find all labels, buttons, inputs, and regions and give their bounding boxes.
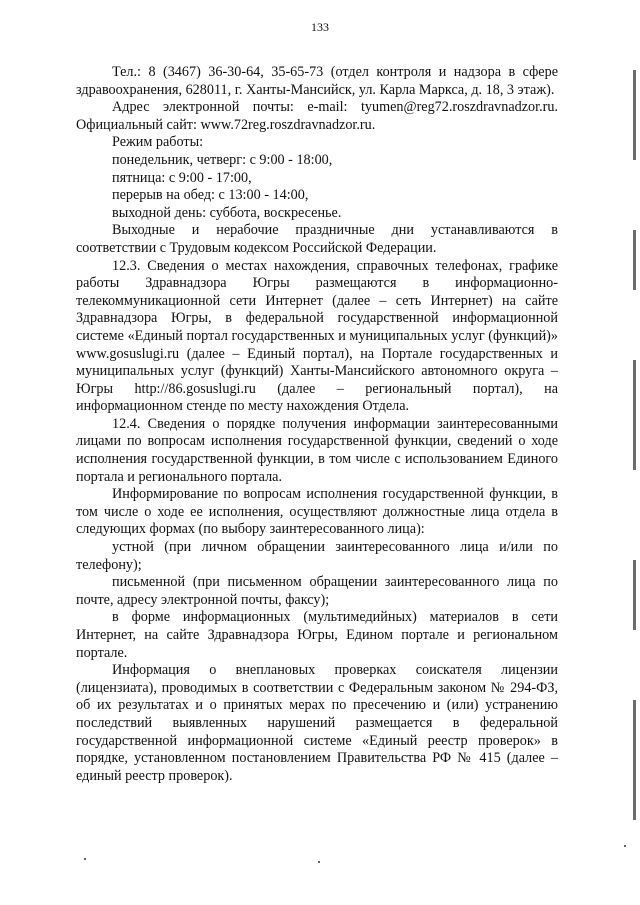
paragraph-12-4: 12.4. Сведения о порядке получения информации заинтересованными лицами по вопросам исполнения государственной функции, сведений о ходе исполнения государственной функции, в том числе с использованием Единого портала и регионального портала.	[76, 415, 558, 485]
paragraph-work-mode: Режим работы:	[112, 134, 204, 151]
paragraph-informing: Информирование по вопросам исполнения государственной функции, в том числе о ходе ее исполнения, осуществляют должностные лица отдела в следующих формах (по выбору заинтересованного лица):	[76, 486, 558, 538]
paragraph-mon-thu: понедельник, четверг: с 9:00 - 18:00,	[112, 151, 333, 168]
paragraph-multimedia: в форме информационных (мультимедийных) материалов в сети Интернет, на сайте Здравнадзора Югры, Едином портале и региональном портале.	[76, 609, 558, 661]
paragraph-written: письменной (при письменном обращении заинтересованного лица по почте, адресу электронной почты, факсу);	[76, 574, 558, 608]
paragraph-friday: пятница: с 9:00 - 17:00,	[112, 169, 252, 186]
paragraph-email-site: Адрес электронной почты: e-mail: tyumen@reg72.roszdravnadzor.ru. Официальный сайт: www.72reg.roszdravnadzor.ru.	[76, 99, 558, 133]
paragraph-inspections: Информация о внеплановых проверках соискателя лицензии (лицензиата), проводимых в соответствии с Федеральным законом № 294-ФЗ, об их результатах и о принятых мерах по пресечению и (или) устранению последствий выявленных нарушений размещается в федеральной государственной информационной системе «Единый реестр проверок» в порядке, установленном постановлением Правительства РФ № 415 (далее – единый реестр проверок).	[76, 662, 558, 784]
page-number: 133	[311, 20, 329, 34]
paragraph-phone: Тел.: 8 (3467) 36-30-64, 35-65-73 (отдел контроля и надзора в сфере здравоохранения, 628011, г. Ханты-Мансийск, ул. Карла Маркса, д. 18, 3 этаж).	[76, 64, 558, 98]
paragraph-lunch: перерыв на обед: с 13:00 - 14:00,	[112, 187, 309, 204]
paragraph-oral: устной (при личном обращении заинтересованного лица и/или по телефону);	[76, 539, 558, 573]
paragraph-weekend: выходной день: суббота, воскресенье.	[112, 204, 342, 221]
scan-speck	[624, 845, 626, 847]
document-body	[76, 64, 558, 785]
scan-speck	[84, 858, 86, 860]
scan-margin-edge	[630, 0, 636, 905]
scan-speck	[318, 861, 320, 863]
paragraph-12-3: 12.3. Сведения о местах нахождения, справочных телефонах, графике работы Здравнадзора Югры размещаются в информационно-телекоммуникационной сети Интернет (далее – сеть Интернет) на сайте Здравнадзора Югры, в федеральной государственной информационной системе «Единый портал государственных и муниципальных услуг (функций)» www.gosuslugi.ru (далее – Единый портал), на Портале государственных и муниципальных услуг (функций) Ханты-Мансийского автономного округа – Югры http://86.gosuslugi.ru (далее – региональный портал), на информационном стенде по месту нахождения Отдела.	[76, 257, 558, 415]
paragraph-holidays: Выходные и нерабочие праздничные дни устанавливаются в соответствии с Трудовым кодексом Российской Федерации.	[76, 222, 558, 256]
